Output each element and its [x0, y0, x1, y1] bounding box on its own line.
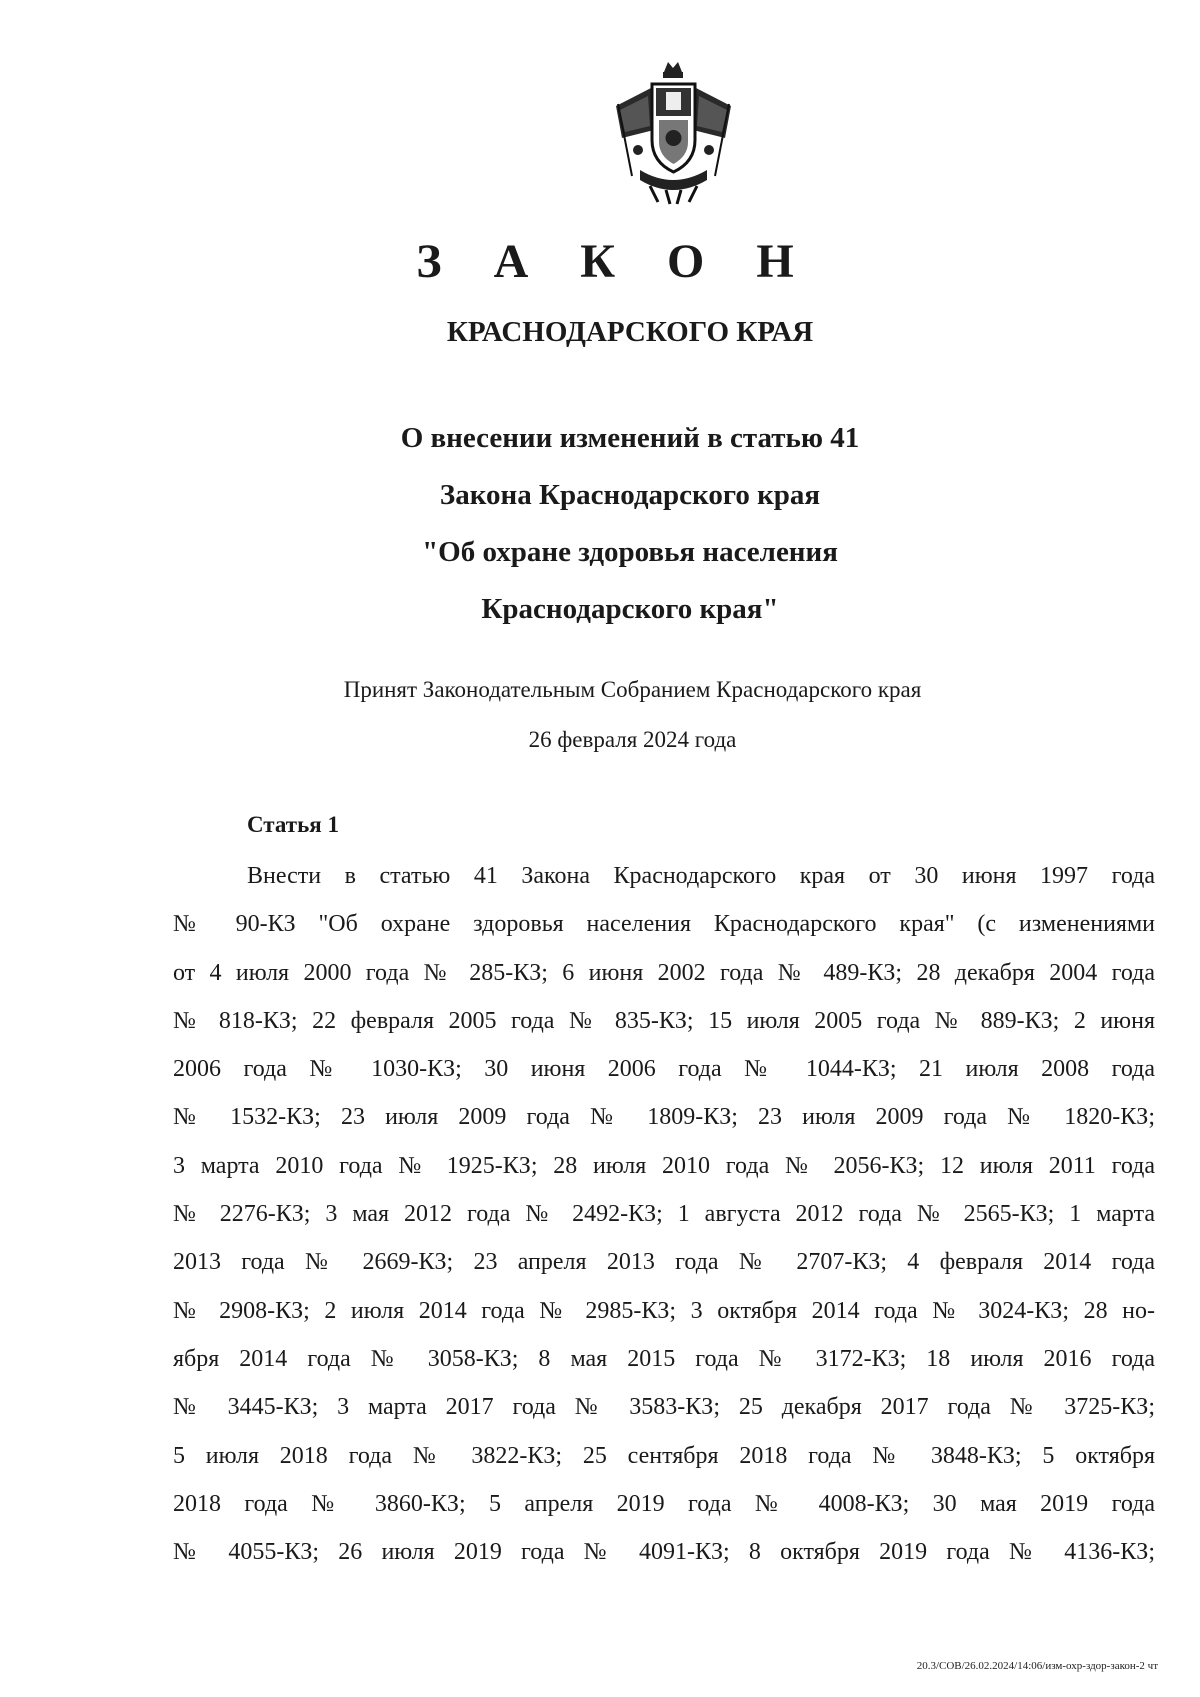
subject-line: О внесении изменений в статью 41: [400, 422, 860, 454]
article-text-line: № 90-КЗ "Об охране здоровья населения Краснодарского края" (с изменениями: [173, 911, 1155, 938]
article-text-line: № 818-КЗ; 22 февраля 2005 года № 835-КЗ; 15 июля 2005 года № 889-КЗ; 2 июня: [173, 1007, 1155, 1034]
article-text-line: № 3445-КЗ; 3 марта 2017 года № 3583-КЗ; 25 декабря 2017 года № 3725-КЗ;: [173, 1394, 1155, 1421]
article-text-line: ября 2014 года № 3058-КЗ; 8 мая 2015 года № 3172-КЗ; 18 июля 2016 года: [173, 1345, 1155, 1372]
adoption-line: Принят Законодательным Собранием Краснодарского края: [343, 677, 922, 702]
article-text-line: № 2908-КЗ; 2 июля 2014 года № 2985-КЗ; 3 октября 2014 года № 3024-КЗ; 28 но-: [173, 1297, 1155, 1324]
article-body: [173, 858, 1155, 1582]
article-text-line: № 1532-КЗ; 23 июля 2009 года № 1809-КЗ; 23 июля 2009 года № 1820-КЗ;: [173, 1104, 1155, 1131]
law-subject: [0, 418, 1200, 646]
article-text-line: № 4055-КЗ; 26 июля 2019 года № 4091-КЗ; 8 октября 2019 года № 4136-КЗ;: [173, 1539, 1155, 1566]
subject-line: Закона Краснодарского края: [439, 479, 821, 511]
subject-line: Краснодарского края": [481, 593, 779, 625]
article-text-line: 2018 года № 3860-КЗ; 5 апреля 2019 года № 4008-КЗ; 30 мая 2019 года: [173, 1490, 1155, 1517]
article-text-line: Внести в статью 41 Закона Краснодарского края от 30 июня 1997 года: [247, 863, 1155, 889]
adoption-note: [0, 672, 1200, 772]
article-text-line: 2013 года № 2669-КЗ; 23 апреля 2013 года № 2707-КЗ; 4 февраля 2014 года: [173, 1249, 1155, 1276]
article-text-line: от 4 июля 2000 года № 285-КЗ; 6 июня 2002 года № 489-КЗ; 28 декабря 2004 года: [173, 959, 1155, 986]
article-text-line: № 2276-КЗ; 3 мая 2012 года № 2492-КЗ; 1 августа 2012 года № 2565-КЗ; 1 марта: [173, 1201, 1155, 1228]
document-type-title: З А К О Н: [416, 235, 814, 288]
article-text-line: 5 июля 2018 года № 3822-КЗ; 25 сентября 2018 года № 3848-КЗ; 5 октября: [173, 1442, 1155, 1469]
subject-line: "Об охране здоровья населения: [422, 536, 838, 568]
region-title: КРАСНОДАРСКОГО КРАЯ: [446, 316, 814, 348]
adoption-date: 26 февраля 2024 года: [528, 727, 737, 752]
article-text-line: 3 марта 2010 года № 1925-КЗ; 28 июля 2010 года № 2056-КЗ; 12 июля 2011 года: [173, 1152, 1155, 1179]
article-text-line: 2006 года № 1030-КЗ; 30 июня 2006 года № 1044-КЗ; 21 июля 2008 года: [173, 1056, 1155, 1083]
article-heading: Статья 1: [247, 812, 339, 837]
coat-of-arms-icon: [606, 58, 741, 208]
document-registration-code: 20.3/СОВ/26.02.2024/14:06/изм-охр-здор-закон-2 чт: [916, 1660, 1158, 1672]
